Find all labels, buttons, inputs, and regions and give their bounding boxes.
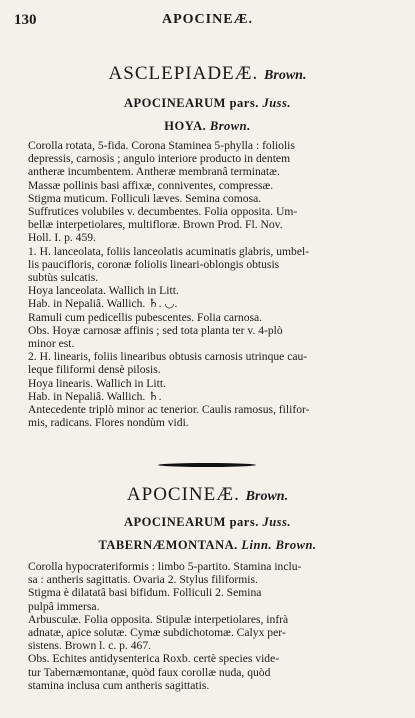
text-line: Hoya lanceolata. Wallich in Litt. [28,284,179,298]
genus-heading [0,119,415,134]
section2-text [28,560,403,692]
text-line: sistens. Brown l. c. p. 467. [28,639,152,653]
running-title: APOCINEÆ. [161,12,254,27]
text-line: minor est. [28,337,75,351]
tribe-heading [0,96,415,111]
text-line: adnatæ, apice solutæ. Cymæ subdichotomæ. Calyx per- [28,626,286,640]
text-line: Antecedente triplò minor ac tenerior. Caulis ramosus, filifor- [28,403,310,417]
genus-heading-2 [0,538,415,553]
family-heading-2 [0,484,415,506]
text-line: pulpâ immersa. [28,599,100,613]
text-line: antheræ incumbentem. Antheræ membranâ terminatæ. [28,165,280,179]
text-line: Massæ pollinis basi affixæ, conniventes, compressæ. [28,178,274,192]
text-line: depressis, carnosis ; angulo interiore producto in dentem [28,152,291,166]
text-line: 1. H. lanceolata, foliis lanceolatis acuminatis glabris, umbel- [28,244,310,258]
text-line: subtùs sulcatis. [28,271,99,285]
text-line: bellæ interpetiolares, multifloræ. Brown Prod. Fl. Nov. [28,218,283,232]
text-line: Obs. Hoyæ carnosæ affinis ; sed tota planta ter v. 4-plò [28,323,283,337]
text-line: Hab. in Nepaliâ. Wallich. ♄. ◡. [28,297,178,311]
text-line: 2. H. linearis, foliis linearibus obtusis carnosis utrinque cau- [28,350,308,364]
text-line: leque filiformi densè pilosis. [28,363,161,377]
tribe-author-2: Juss. [262,515,292,529]
tribe-name-2: APOCINEARUM pars. [123,515,259,529]
text-line: Obs. Echites antidysenterica Roxb. certè species vide- [28,652,280,666]
text-line: Hab. in Nepaliâ. Wallich. ♄. [28,389,162,403]
genus-name: HOYA. [164,119,207,133]
text-line: Corolla rotata, 5-fida. Corona Staminea 5-phylla : foliolis [28,139,295,152]
page-number: 130 [14,12,37,28]
family-name-2: APOCINEÆ. [126,484,240,505]
text-line: tur Tabernæmontanæ, quòd faux corollæ nuda, quòd [28,665,271,679]
tribe-author: Juss. [262,96,292,110]
genus-author-2: Linn. Brown. [241,538,317,552]
family-name: ASCLEPIADEÆ. [108,63,259,84]
text-line: Holl. I. p. 459. [28,231,96,245]
genus-author: Brown. [209,119,251,133]
page-header [14,12,401,34]
tribe-name: APOCINEARUM pars. [123,96,259,110]
text-line: Suffrutices volubiles v. decumbentes. Folia opposita. Um- [28,205,298,219]
tribe-heading-2 [0,515,415,530]
section-divider [158,463,256,467]
text-line: lis paucifloris, coronæ foliolis lineari-oblongis obtusis [28,257,280,271]
text-line: stamina inclusa cum antheris sagittatis. [28,678,210,692]
text-line: Arbusculæ. Folia opposita. Stipulæ interpetiolares, infrà [28,612,289,626]
genus-name-2: TABERNÆMONTANA. [98,538,238,552]
section1-text [28,139,403,429]
text-line: Stigma è dilatatâ basi bifidum. Folliculi 2. Semina [28,586,262,600]
family-author: Brown. [264,68,307,83]
family-heading [0,63,415,85]
text-line: Stigma muticum. Folliculi læves. Semina comosa. [28,191,262,205]
family-author-2: Brown. [245,489,289,504]
text-line: sa : antheris sagittatis. Ovaria 2. Stylus filiformis. [28,573,258,587]
text-line: Hoya linearis. Wallich in Litt. [28,376,166,390]
text-line: Corolla hypocrateriformis : limbo 5-partito. Stamina inclu- [28,560,302,573]
text-line: Ramuli cum pedicellis pubescentes. Folia carnosa. [28,310,263,324]
text-line: mis, radicans. Flores nondùm vidi. [28,416,189,430]
